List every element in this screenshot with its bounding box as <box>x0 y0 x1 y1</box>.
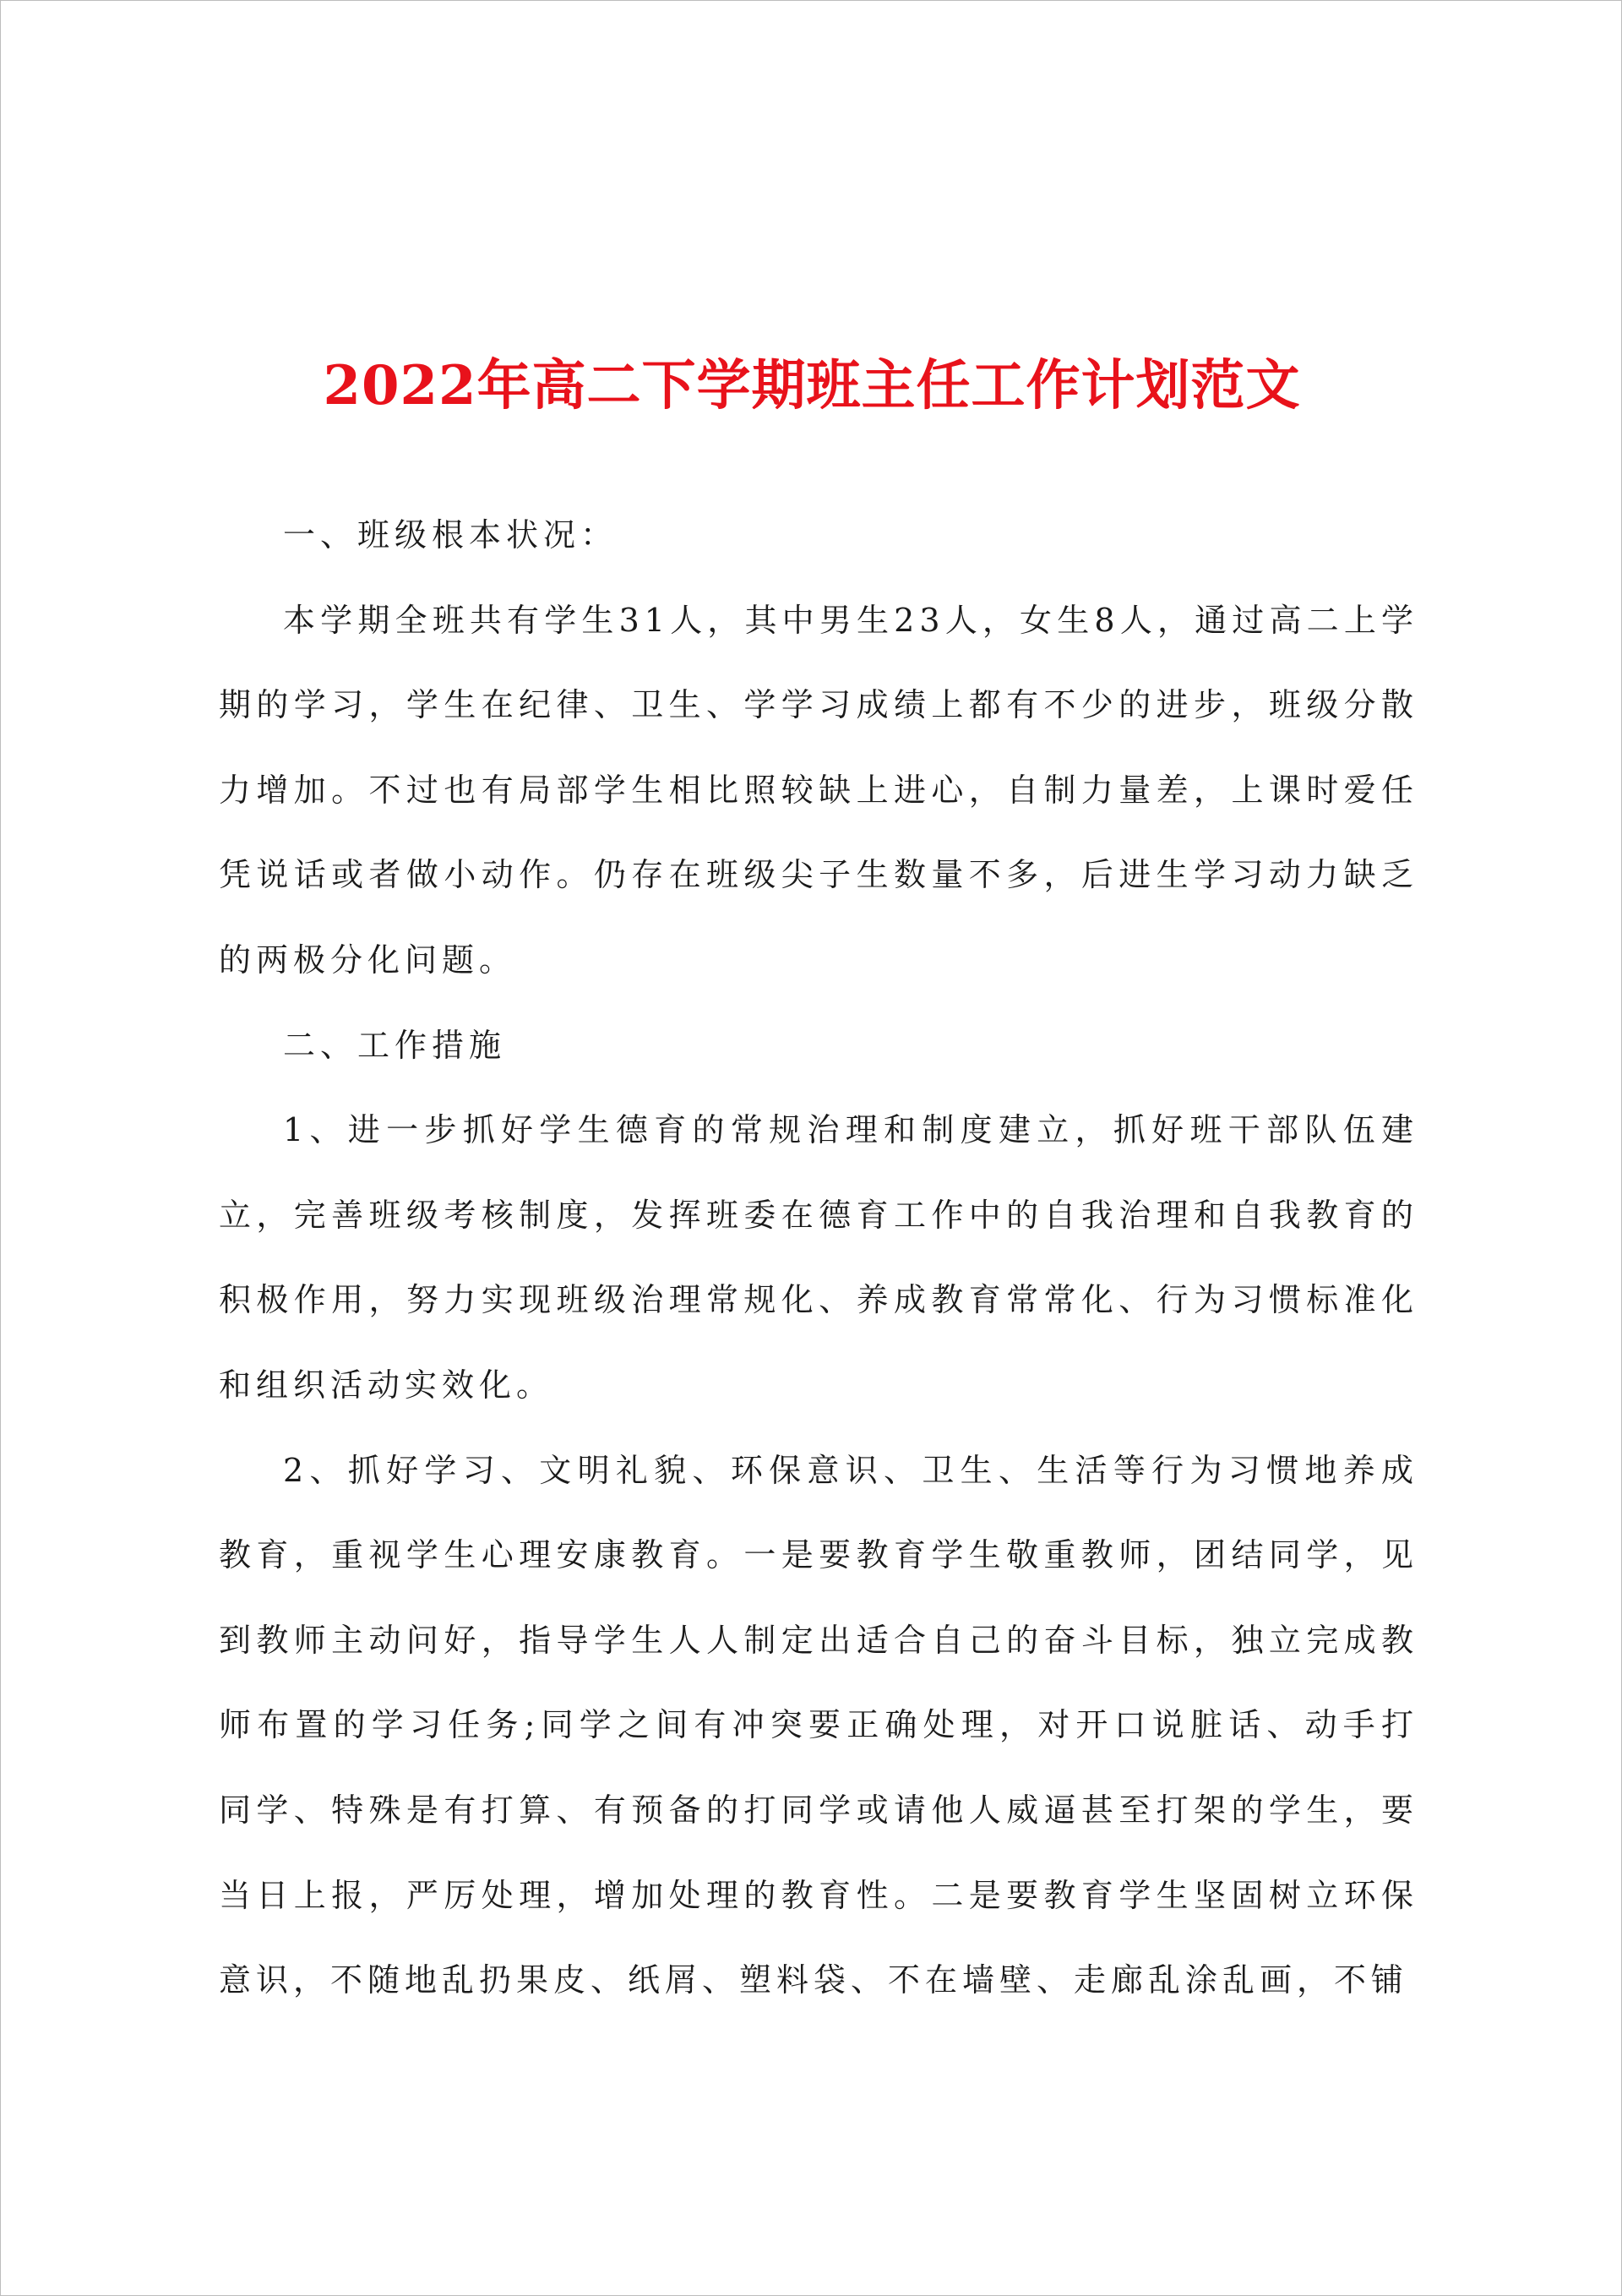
section-heading-class-status: 一、班级根本状况： <box>283 516 618 554</box>
paragraph-class-overview: 本学期全班共有学生31人，其中男生23人，女生8人，通过高二上学期的学习，学生在纪律、卫生、学学习成绩上都有不少的进步，班级分散力增加。不过也有局部学生相比照较缺上进心，自制力量差，上课时爱任凭说话或者做小动作。仍存在班级尖子生数量不多，后进生学习动力缺乏的两极分化问题。 <box>219 601 1418 979</box>
paragraph-measure-1: 1、进一步抓好学生德育的常规治理和制度建立，抓好班干部队伍建立，完善班级考核制度，发挥班委在德育工作中的自我治理和自我教育的积极作用，努力实现班级治理常规化、养成教育常常化、行为习惯标准化和组织活动实效化。 <box>219 1111 1418 1404</box>
document-title: 2022年高二下学期班主任工作计划范文 <box>323 354 1301 417</box>
document-body <box>219 493 1418 2023</box>
paragraph-measure-2: 2、抓好学习、文明礼貌、环保意识、卫生、生活等行为习惯地养成教育，重视学生心理安康教育。一是要教育学生敬重教师，团结同学，见到教师主动问好，指导学生人人制定出适合自己的奋斗目标，独立完成教师布置的学习任务;同学之间有冲突要正确处理，对开口说脏话、动手打同学、特殊是有打算、有预备的打同学或请他人威逼甚至打架的学生，要当日上报，严厉处理，增加处理的教育性。二是要教育学生坚固树立环保意识，不随地乱扔果皮、纸屑、塑料袋、不在墙壁、走廊乱涂乱画，不铺 <box>219 1451 1418 1999</box>
section-heading-work-measures: 二、工作措施 <box>283 1026 507 1064</box>
